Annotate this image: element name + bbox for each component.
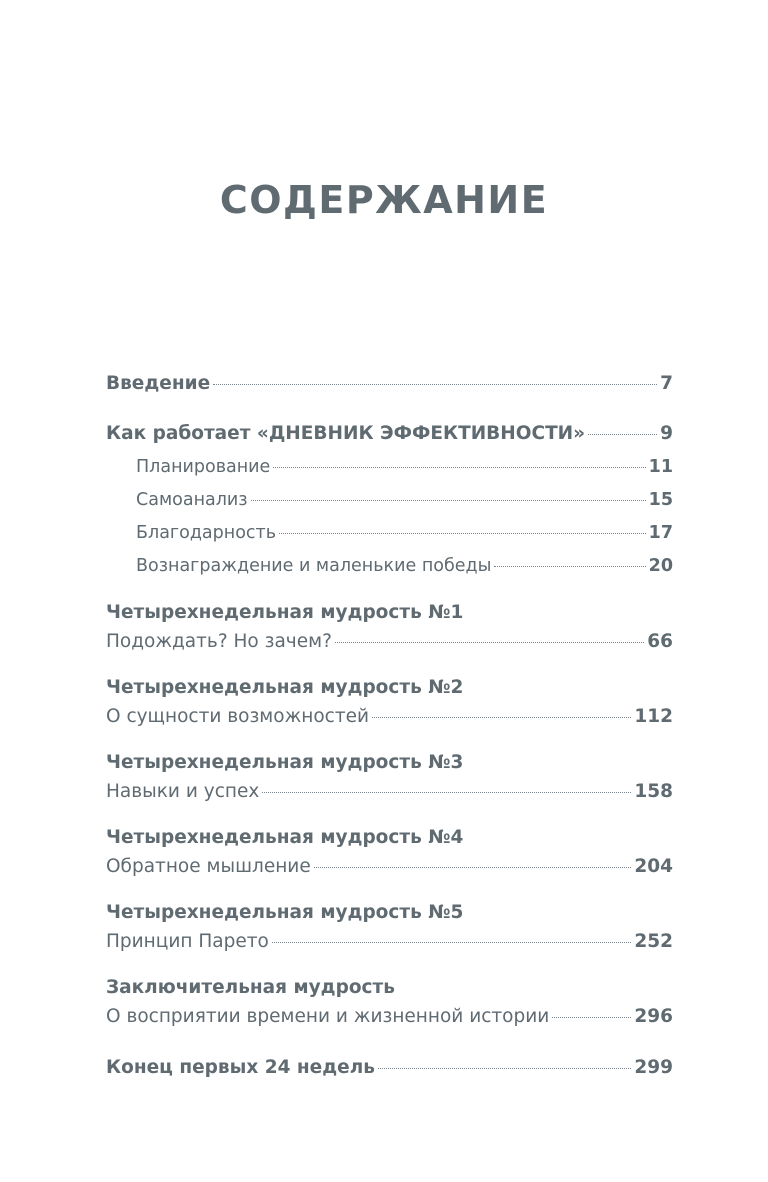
dot-leader <box>494 566 645 567</box>
dot-leader <box>378 1068 631 1069</box>
toc-entry-end-of-24-weeks[interactable] <box>106 1057 673 1083</box>
toc-entry-wisdom-3[interactable] <box>106 781 673 807</box>
toc-section-heading: Заключительная мудрость <box>106 977 395 998</box>
toc-entry-label: О сущности возможностей <box>106 706 370 727</box>
toc-entry-label: Вознаграждение и маленькие победы <box>136 556 492 576</box>
toc-entry-page: 252 <box>634 931 673 952</box>
toc-entry-page: 204 <box>634 856 673 877</box>
dot-leader <box>262 792 631 793</box>
toc-entry-page: 296 <box>634 1006 673 1027</box>
toc-section-heading: Четырехнедельная мудрость №4 <box>106 827 464 848</box>
toc-entry-page: 66 <box>647 631 673 652</box>
dot-leader <box>279 533 646 534</box>
toc-entry-page: 20 <box>648 556 673 576</box>
toc-section-heading: Четырехнедельная мудрость №1 <box>106 602 464 623</box>
toc-entry-page: 7 <box>660 373 673 394</box>
toc-entry-page: 15 <box>648 490 673 510</box>
toc-entry-label: Самоанализ <box>136 490 248 510</box>
toc-entry-planning[interactable] <box>136 457 673 483</box>
dot-leader <box>213 384 657 385</box>
toc-entry-page: 11 <box>648 457 673 477</box>
toc-entry-label: Обратное мышление <box>106 856 311 877</box>
toc-entry-wisdom-1[interactable] <box>106 631 673 657</box>
toc-entry-page: 9 <box>660 423 673 444</box>
dot-leader <box>314 867 632 868</box>
toc-entry-label: Принцип Парето <box>106 931 269 952</box>
toc-entry-label: Планирование <box>136 457 271 477</box>
toc-entry-page: 299 <box>634 1057 673 1078</box>
dot-leader <box>372 717 631 718</box>
toc-entry-wisdom-4[interactable] <box>106 856 673 882</box>
dot-leader <box>273 467 645 468</box>
toc-entry-label: О восприятии времени и жизненной истории <box>106 1006 550 1027</box>
toc-entry-page: 112 <box>634 706 673 727</box>
dot-leader <box>552 1017 631 1018</box>
toc-entry-label: Конец первых 24 недель <box>106 1057 375 1078</box>
toc-entry-label: Навыки и успех <box>106 781 260 802</box>
toc-entry-rewards[interactable] <box>136 556 673 582</box>
toc-entry-page: 17 <box>648 523 673 543</box>
dot-leader <box>335 642 644 643</box>
toc-entry-label: Подождать? Но зачем? <box>106 631 332 652</box>
toc-entry-gratitude[interactable] <box>136 523 673 549</box>
toc-section-heading: Четырехнедельная мудрость №2 <box>106 677 464 698</box>
toc-section-heading: Четырехнедельная мудрость №5 <box>106 902 464 923</box>
dot-leader <box>251 500 646 501</box>
toc-entry-label: Как работает «ДНЕВНИК ЭФФЕКТИВНОСТИ» <box>106 423 586 444</box>
toc-entry-wisdom-5[interactable] <box>106 931 673 957</box>
toc-section-heading: Четырехнедельная мудрость №3 <box>106 752 464 773</box>
toc-entry-final-wisdom[interactable] <box>106 1006 673 1032</box>
toc-entry-how-it-works[interactable] <box>106 423 673 449</box>
dot-leader <box>588 434 657 435</box>
toc-entry-wisdom-2[interactable] <box>106 706 673 732</box>
toc-entry-label: Введение <box>106 373 211 394</box>
toc-entry-introduction[interactable] <box>106 373 673 399</box>
dot-leader <box>272 942 632 943</box>
toc-entry-self-analysis[interactable] <box>136 490 673 516</box>
toc-entry-label: Благодарность <box>136 523 277 543</box>
page-title: СОДЕРЖАНИЕ <box>219 178 549 222</box>
toc-entry-page: 158 <box>634 781 673 802</box>
